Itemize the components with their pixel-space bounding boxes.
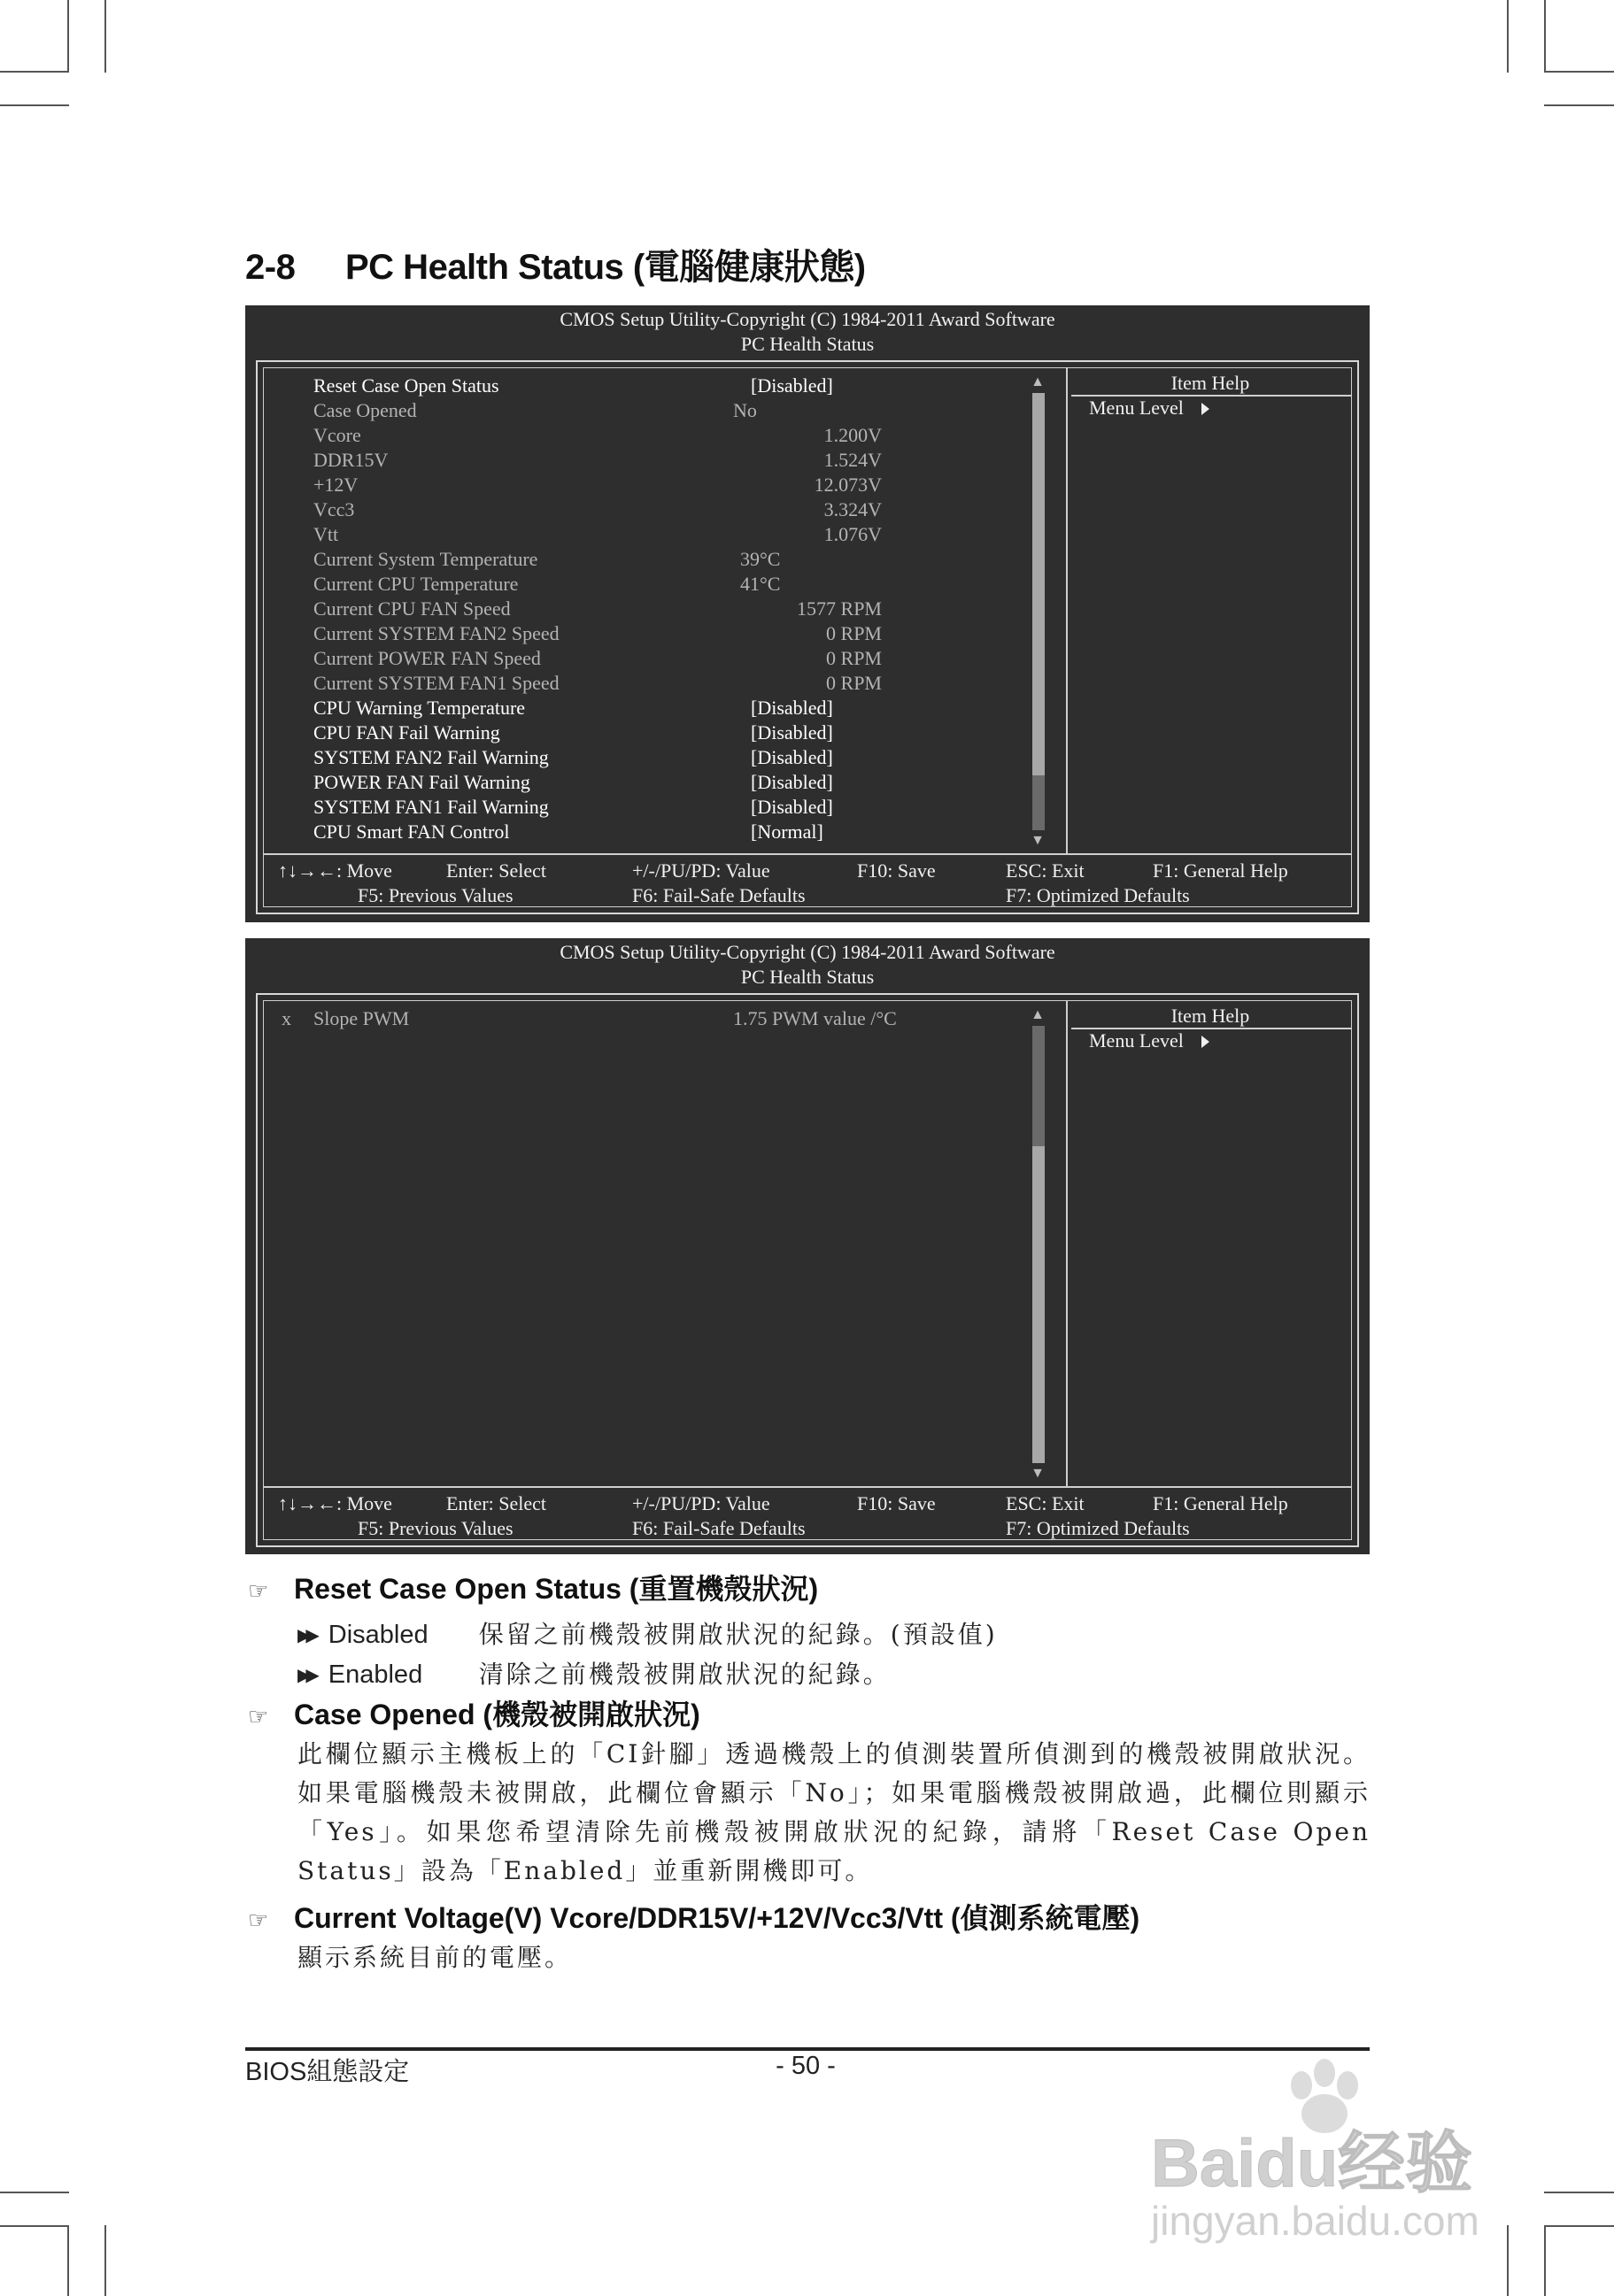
setting-value: 39°C <box>740 548 781 570</box>
setting-value: 1.200V <box>823 424 882 446</box>
setting-row <box>264 473 1149 497</box>
menu-level <box>1089 1029 1209 1052</box>
setting-value: 1.75 PWM value /°C <box>733 1007 897 1029</box>
setting-row <box>264 621 1149 646</box>
menu-level <box>1089 397 1209 420</box>
setting-row <box>264 597 1149 621</box>
key-optimized: F7: Optimized Defaults <box>1006 884 1190 906</box>
bios-header: CMOS Setup Utility-Copyright (C) 1984-2011 Award Software <box>560 308 1055 330</box>
menu-arrow-icon <box>1201 1036 1209 1048</box>
crop-mark <box>1507 0 1509 73</box>
setting-row <box>264 671 1149 696</box>
crop-mark <box>0 2225 69 2227</box>
setting-value[interactable]: [Disabled] <box>751 721 833 744</box>
option-enabled <box>297 1655 891 1691</box>
bios-subheader: PC Health Status <box>740 333 875 355</box>
crop-mark <box>1544 0 1546 73</box>
setting-row[interactable] <box>264 745 1149 770</box>
scroll-up-arrow-icon[interactable]: ▲ <box>1031 1007 1045 1022</box>
item-help-title: Item Help <box>1170 372 1250 394</box>
menu-arrow-icon <box>1201 403 1209 415</box>
setting-row[interactable] <box>264 770 1149 795</box>
divider <box>264 853 1351 855</box>
scroll-up-arrow-icon[interactable]: ▲ <box>1031 374 1045 389</box>
setting-value: No <box>733 399 757 421</box>
section-title: PC Health Status (電腦健康狀態) <box>345 248 866 287</box>
setting-label: Current SYSTEM FAN1 Speed <box>313 672 560 694</box>
crop-mark <box>1544 104 1614 106</box>
setting-label: Vtt <box>313 523 339 545</box>
setting-label: Vcc3 <box>313 498 355 520</box>
section-heading <box>245 239 866 289</box>
item-heading-case-opened <box>248 1692 700 1733</box>
setting-row <box>264 497 1149 522</box>
double-arrow-icon: ▶▶ <box>297 1626 314 1645</box>
key-help: F1: General Help <box>1153 859 1288 882</box>
item-heading-reset-case-open <box>248 1567 818 1607</box>
setting-row[interactable] <box>264 696 1149 720</box>
setting-label: Current POWER FAN Speed <box>313 647 541 669</box>
setting-label: Current CPU FAN Speed <box>313 597 511 620</box>
key-optimized: F7: Optimized Defaults <box>1006 1517 1190 1539</box>
divider <box>1066 1001 1068 1486</box>
setting-value[interactable]: [Disabled] <box>751 746 833 768</box>
setting-label: Slope PWM <box>313 1007 410 1029</box>
item-heading-text: Case Opened (機殼被開啟狀況) <box>294 1699 700 1730</box>
option-desc: 清除之前機殼被開啟狀況的紀錄。 <box>478 1660 891 1689</box>
setting-label: CPU Warning Temperature <box>313 697 526 719</box>
crop-mark <box>0 71 69 73</box>
key-save: F10: Save <box>857 1492 936 1514</box>
setting-row <box>264 572 1149 597</box>
scrollbar[interactable] <box>1031 375 1045 848</box>
key-value: +/-/PU/PD: Value <box>632 1492 770 1514</box>
page-number: - 50 - <box>776 2052 836 2080</box>
setting-row <box>264 646 1149 671</box>
pointing-hand-icon: ☞ <box>248 1703 269 1730</box>
section-number: 2-8 <box>245 248 296 287</box>
crop-mark <box>0 2192 69 2193</box>
key-enter: Enter: Select <box>446 1492 547 1514</box>
crop-mark <box>1544 2225 1614 2227</box>
crop-mark <box>1544 2225 1546 2296</box>
setting-value: 1577 RPM <box>797 597 882 620</box>
crop-mark <box>1544 71 1614 73</box>
crop-mark <box>0 104 69 106</box>
setting-value[interactable]: [Disabled] <box>751 374 833 397</box>
item-help-title: Item Help <box>1170 1005 1250 1027</box>
setting-row <box>264 1006 1149 1031</box>
key-move: ↑↓→←: Move <box>278 1492 392 1514</box>
key-value: +/-/PU/PD: Value <box>632 859 770 882</box>
bios-inner-frame <box>263 367 1352 907</box>
key-prev: F5: Previous Values <box>358 884 514 906</box>
key-help: F1: General Help <box>1153 1492 1288 1514</box>
setting-label: CPU Smart FAN Control <box>313 821 510 843</box>
setting-marker: x <box>282 1007 291 1029</box>
setting-row <box>264 398 1149 423</box>
scroll-down-arrow-icon[interactable]: ▼ <box>1031 1466 1045 1481</box>
bios-header: CMOS Setup Utility-Copyright (C) 1984-2011 Award Software <box>560 941 1055 963</box>
setting-value: 1.076V <box>823 523 882 545</box>
setting-row <box>264 522 1149 547</box>
setting-row <box>264 448 1149 473</box>
crop-mark <box>67 0 69 73</box>
setting-value: 0 RPM <box>826 622 882 644</box>
setting-row[interactable] <box>264 720 1149 745</box>
setting-label: Case Opened <box>313 399 417 421</box>
setting-row[interactable] <box>264 820 1149 844</box>
setting-value: 0 RPM <box>826 672 882 694</box>
item-heading-current-voltage <box>248 1896 1139 1937</box>
bios-screen-1 <box>245 305 1370 922</box>
setting-label: Current SYSTEM FAN2 Speed <box>313 622 560 644</box>
setting-label: CPU FAN Fail Warning <box>313 721 500 744</box>
key-failsafe: F6: Fail-Safe Defaults <box>632 884 806 906</box>
setting-row <box>264 547 1149 572</box>
double-arrow-icon: ▶▶ <box>297 1666 314 1685</box>
bios-screen-2 <box>245 938 1370 1554</box>
setting-row <box>264 423 1149 448</box>
footer-chapter: BIOS組態設定 <box>245 2058 410 2086</box>
watermark-url: jingyan.baidu.com <box>1151 2198 1479 2244</box>
scrollbar[interactable] <box>1031 1008 1045 1481</box>
scroll-down-arrow-icon[interactable]: ▼ <box>1031 833 1045 848</box>
setting-value: 12.073V <box>814 474 882 496</box>
option-name: Disabled <box>328 1621 429 1649</box>
setting-value: 41°C <box>740 573 781 595</box>
scroll-thumb[interactable] <box>1032 393 1045 775</box>
setting-value: 3.324V <box>823 498 882 520</box>
crop-mark <box>104 0 106 73</box>
setting-row[interactable] <box>264 374 1149 398</box>
setting-value[interactable]: [Normal] <box>751 821 823 843</box>
item-heading-text: Reset Case Open Status (重置機殼狀況) <box>294 1573 819 1605</box>
divider <box>264 1486 1351 1488</box>
setting-label: Current CPU Temperature <box>313 573 519 595</box>
crop-mark <box>104 2225 106 2296</box>
key-enter: Enter: Select <box>446 859 547 882</box>
current-voltage-description: 顯示系統目前的電壓。 <box>297 1943 573 1972</box>
setting-value[interactable]: [Disabled] <box>751 771 833 793</box>
menu-level-label: Menu Level <box>1089 1029 1184 1052</box>
setting-value: 0 RPM <box>826 647 882 669</box>
setting-value[interactable]: [Disabled] <box>751 697 833 719</box>
baidu-watermark <box>1142 2053 1532 2248</box>
key-exit: ESC: Exit <box>1006 859 1085 882</box>
pointing-hand-icon: ☞ <box>248 1907 269 1933</box>
setting-label: DDR15V <box>313 449 389 471</box>
setting-label: Vcore <box>313 424 361 446</box>
key-save: F10: Save <box>857 859 936 882</box>
bios-inner-frame <box>263 1000 1352 1540</box>
setting-label: SYSTEM FAN1 Fail Warning <box>313 796 549 818</box>
key-prev: F5: Previous Values <box>358 1517 514 1539</box>
key-failsafe: F6: Fail-Safe Defaults <box>632 1517 806 1539</box>
bios-frame <box>256 360 1359 914</box>
crop-mark <box>1544 2192 1614 2193</box>
setting-row[interactable] <box>264 795 1149 820</box>
key-move: ↑↓→←: Move <box>278 859 392 882</box>
scroll-thumb[interactable] <box>1032 1146 1045 1463</box>
option-name: Enabled <box>328 1660 423 1689</box>
setting-label: Reset Case Open Status <box>313 374 499 397</box>
item-heading-text: Current Voltage(V) Vcore/DDR15V/+12V/Vcc3/Vtt (偵測系統電壓) <box>294 1902 1140 1934</box>
menu-level-label: Menu Level <box>1089 397 1184 419</box>
option-disabled <box>297 1615 998 1651</box>
key-exit: ESC: Exit <box>1006 1492 1085 1514</box>
watermark-brand: Baidu经验 <box>1151 2126 1473 2201</box>
bios-subheader: PC Health Status <box>740 966 875 988</box>
setting-label: +12V <box>313 474 359 496</box>
setting-value: 1.524V <box>823 449 882 471</box>
option-desc: 保留之前機殼被開啟狀況的紀錄。(預設值) <box>478 1620 998 1649</box>
bios-frame <box>256 993 1359 1547</box>
footer-rule <box>245 2047 1370 2051</box>
setting-label: SYSTEM FAN2 Fail Warning <box>313 746 549 768</box>
crop-mark <box>67 2225 69 2296</box>
setting-label: POWER FAN Fail Warning <box>313 771 530 793</box>
setting-value[interactable]: [Disabled] <box>751 796 833 818</box>
case-opened-description: 此欄位顯示主機板上的「CI針腳」透過機殼上的偵測裝置所偵測到的機殼被開啟狀況。如果電腦機殼未被開啟，此欄位會顯示「No」；如果電腦機殼被開啟過，此欄位則顯示「Yes」。如果您希望清除先前機殼被開啟狀況的紀錄，請將「Reset Case Open Status」設為「Enabled」並重新開機即可。 <box>297 1739 1371 1885</box>
pointing-hand-icon: ☞ <box>248 1577 269 1604</box>
setting-label: Current System Temperature <box>313 548 538 570</box>
